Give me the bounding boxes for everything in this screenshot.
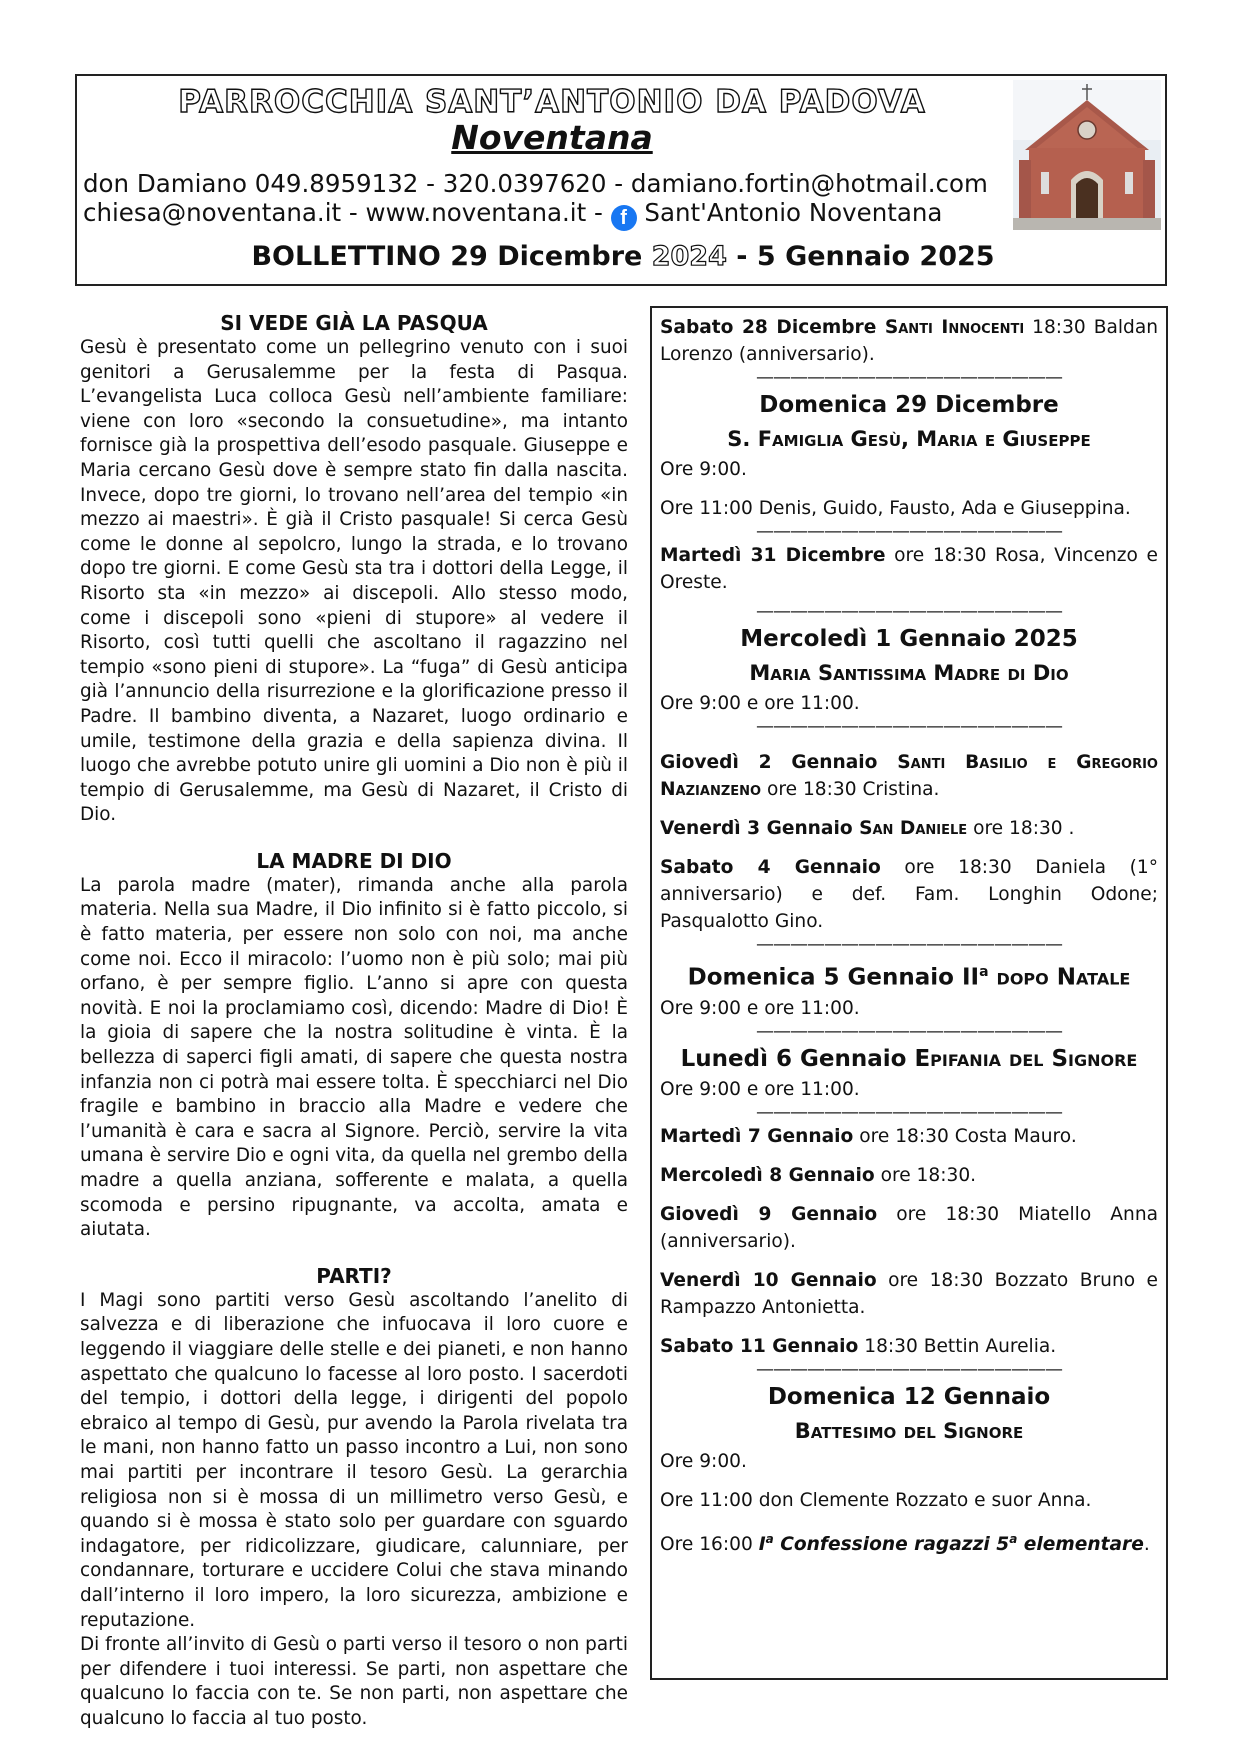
separator: —————————————————— xyxy=(756,1101,1062,1123)
article-title: SI VEDE GIÀ LA PASQUA xyxy=(220,311,488,335)
bulletin-title-start: BOLLETTINO 29 Dicembre xyxy=(251,241,652,272)
contact-line-web xyxy=(83,198,942,231)
article-title: LA MADRE DI DIO xyxy=(256,848,452,873)
bulletin-title xyxy=(77,241,1169,272)
church-photo xyxy=(1013,80,1161,230)
separator: —————————————————— xyxy=(756,601,1062,622)
entry-day: Venerdì 3 Gennaio xyxy=(660,818,860,839)
schedule-entry xyxy=(660,1333,1158,1360)
entry-day: Martedì 7 Gennaio xyxy=(660,1125,854,1147)
day-heading xyxy=(660,1042,1158,1076)
schedule-entry xyxy=(660,815,1158,842)
ordinal-sup: a xyxy=(1009,1531,1018,1546)
contact-web-text: chiesa@noventana.it - www.noventana.it - xyxy=(83,198,611,227)
day-heading xyxy=(660,955,1158,995)
entry-text: ore 18:30 Cristina. xyxy=(761,779,940,800)
article-paragraph: I Magi sono partiti verso Gesù ascoltando l’anelito di salvezza e di liberazione che infuocava il loro cuore e leggendo il viaggiare delle stelle e dei pianeti, e non hanno aspettato che qualcuno lo facesse al loro posto. I sacerdoti del tempio, i dottori della legge, i dirigenti del popolo ebraico al tempo di Gesù, pur avendo la Parola rivelata tra le mani, non hanno fatto un passo incontro a Lui, non sono mai partiti per incontrare il tesoro Gesù. La gerarchia religiosa non si è mossa di un millimetro verso Gesù, e quando si è mossa è stato solo per guardare con sguardo indagatore, per ridicolizzare, giudicare, calunniare, per condannare, torturare e uccidere Colui che stava minando dall’interno il loro impero, la loro sicurezza, ambizione e reputazione. xyxy=(80,1289,628,1631)
facebook-label: Sant'Antonio Noventana xyxy=(644,198,943,227)
bulletin-header xyxy=(75,74,1167,286)
schedule-entry xyxy=(660,1267,1158,1321)
bulletin-year: 2024 xyxy=(651,241,727,272)
entry-text: 18:30 Bettin Aurelia. xyxy=(858,1335,1057,1357)
mass-schedule-box xyxy=(650,306,1168,1680)
entry-day: Sabato 4 Gennaio xyxy=(660,857,881,878)
parish-name: PARROCCHIA SANT’ANTONIO DA PADOVA xyxy=(178,84,926,120)
feast-heading: Battesimo del Signore xyxy=(794,1418,1024,1443)
entry-saint: Santi Basilio e Gregorio Nazianzeno xyxy=(660,752,1158,800)
entry-day: Giovedì 2 Gennaio xyxy=(660,752,898,773)
entry-text: ore 18:30 Costa Mauro. xyxy=(853,1125,1077,1147)
day-heading: Domenica 29 Dicembre xyxy=(759,392,1059,418)
entry-day: Venerdì 10 Gennaio xyxy=(660,1269,877,1291)
entry-saint: Santi Innocenti xyxy=(884,317,1025,338)
entry-text: ore 18:30 Miatello Anna (anniversario). xyxy=(660,1203,1158,1252)
schedule-entry xyxy=(660,314,1158,368)
confession-text-end: elementare xyxy=(1017,1533,1144,1555)
day-heading: Mercoledì 1 Gennaio 2025 xyxy=(740,626,1078,652)
day-heading: Domenica 12 Gennaio xyxy=(767,1383,1051,1410)
schedule-entry xyxy=(660,854,1158,935)
schedule-entry xyxy=(660,1123,1158,1150)
entry-day: Sabato 11 Gennaio xyxy=(660,1335,859,1357)
articles-column xyxy=(80,310,628,1731)
article-title: PARTI? xyxy=(316,1263,392,1288)
ordinal-number: I xyxy=(758,1533,766,1555)
article-paragraph: La parola madre (mater), rimanda anche alla parola materia. Nella sua Madre, il Dio infinito si è fatto piccolo, si è fatto materia, per essere non solo con noi, ma anche come noi. Ecco il miracolo: l’uomo non è più solo; mai più orfano, è per sempre figlio. L’anno si apre con questa novità. E noi la proclamiamo così, dicendo: Madre di Dio! È la gioia di sapere che la nostra solitudine è vinta. È la bellezza di saperci figli amati, di sapere che questa nostra infanzia non ci potrà mai essere tolta. È specchiarci nel Dio fragile e bambino in braccio alla Madre e vedere che l’umanità è cara e sacra al Signore. Perciò, servire la vita umana è servire Dio e ogni vita, da quella nel grembo della madre a quella anziana, sofferente e malata, a quella scomoda e persino ripugnante, va accolta, amata e aiutata. xyxy=(80,874,628,1241)
separator: —————————————————— xyxy=(756,367,1062,388)
entry-text: 18:30 Baldan Lorenzo (anniversario). xyxy=(660,317,1158,365)
mass-time: Ore 11:00 Denis, Guido, Fausto, Ada e Giuseppina. xyxy=(660,498,1131,519)
article-paragraph: Gesù è presentato come un pellegrino venuto con i suoi genitori a Gerusalemme per la festa di Pasqua. L’evangelista Luca colloca Gesù nell’ambiente familiare: viene con loro «secondo la consuetudine», ma intanto fornisce già la prospettiva dell’esodo pasquale. Giuseppe e Maria cercano Gesù dove è sempre stato fin dalla nascita. Invece, dopo tre giorni, lo trovano nell’area del tempio «in mezzo ai maestri». È già il Cristo pasquale! Si cerca Gesù come le donne al sepolcro, lungo la strada, e lo trovano dopo tre giorni. E come Gesù sta tra i dottori della Legge, il Risorto sta «in mezzo» ai discepoli. Allo stesso modo, come i discepoli sono «pieni di stupore» al vedere il Risorto, così tutti quelli che ascoltano il ragazzino nel tempio «sono pieni di stupore». La “fuga” di Gesù anticipa già l’annuncio della risurrezione e la glorificazione presso il Padre. Il bambino diventa, a Nazaret, luogo ordinario e umile, testimone della grazia e della sapienza divina. Il luogo che avrebbe potuto unire gli uomini a Dio non è più il tempio di Gerusalemme, ma Gesù di Nazaret, il Cristo di Dio. xyxy=(80,337,628,826)
schedule-entry xyxy=(660,749,1158,803)
feast-heading: Maria Santissima Madre di Dio xyxy=(749,661,1069,685)
entry-day: Giovedì 9 Gennaio xyxy=(660,1203,878,1225)
feast-heading: S. Famiglia Gesù, Maria e Giuseppe xyxy=(727,427,1091,451)
mass-time-text: Ore 16:00 xyxy=(660,1533,759,1555)
mass-time: Ore 9:00 e ore 11:00. xyxy=(660,997,860,1019)
day-heading-feast: Epifania del Signore xyxy=(914,1045,1138,1072)
mass-time: Ore 9:00 e ore 11:00. xyxy=(660,693,860,714)
contact-line-phone-email: don Damiano 049.8959132 - 320.0397620 - damiano.fortin@hotmail.com xyxy=(83,169,988,198)
facebook-icon: f xyxy=(611,205,637,231)
ordinal-sup: a xyxy=(979,964,989,980)
mass-time: Ore 9:00. xyxy=(660,459,747,480)
separator: —————————————————— xyxy=(756,1020,1062,1042)
mass-time: Ore 9:00 e ore 11:00. xyxy=(660,1078,860,1100)
entry-text: ore 18:30 Rosa, Vincenzo e Oreste. xyxy=(660,545,1158,593)
bulletin-title-end: - 5 Gennaio 2025 xyxy=(726,241,995,272)
separator: —————————————————— xyxy=(756,1358,1062,1380)
entry-text: ore 18:30 Bozzato Bruno e Rampazzo Antonietta. xyxy=(660,1269,1158,1318)
separator: —————————————————— xyxy=(756,716,1062,737)
article-paragraph: Di fronte all’invito di Gesù o parti verso il tesoro o non parti per difendere i tuoi interessi. Se parti, non aspettare che qualcuno lo faccia con te. Se non parti, non aspettare che qualcuno lo faccia al tuo posto. xyxy=(80,1634,628,1729)
separator: —————————————————— xyxy=(756,521,1062,542)
ordinal-sup: a xyxy=(765,1531,774,1546)
entry-day: Mercoledì 8 Gennaio xyxy=(660,1164,875,1186)
schedule-entry xyxy=(660,1201,1158,1255)
day-heading-text: Domenica 5 Gennaio II xyxy=(687,964,980,991)
day-heading-feast: dopo Natale xyxy=(988,964,1131,991)
schedule-entry xyxy=(660,1162,1158,1189)
entry-saint: San Daniele xyxy=(859,818,968,839)
mass-time: Ore 9:00. xyxy=(660,1450,747,1472)
entry-text: ore 18:30. xyxy=(874,1164,977,1186)
town-name: Noventana xyxy=(451,118,653,157)
mass-time xyxy=(660,1526,1158,1558)
entry-day: Sabato 28 Dicembre xyxy=(660,317,885,338)
confession-text: Confessione ragazzi 5 xyxy=(773,1533,1010,1555)
mass-time: Ore 11:00 don Clemente Rozzato e suor Anna. xyxy=(660,1489,1092,1511)
period: . xyxy=(1143,1533,1150,1555)
entry-text: ore 18:30 Daniela (1° anniversario) e def. Fam. Longhin Odone; Pasqualotto Gino. xyxy=(660,857,1158,932)
entry-text: ore 18:30 . xyxy=(967,818,1075,839)
separator: —————————————————— xyxy=(756,934,1062,955)
day-heading-text: Lunedì 6 Gennaio xyxy=(680,1045,915,1072)
schedule-entry xyxy=(660,542,1158,596)
entry-day: Martedì 31 Dicembre xyxy=(660,545,886,566)
